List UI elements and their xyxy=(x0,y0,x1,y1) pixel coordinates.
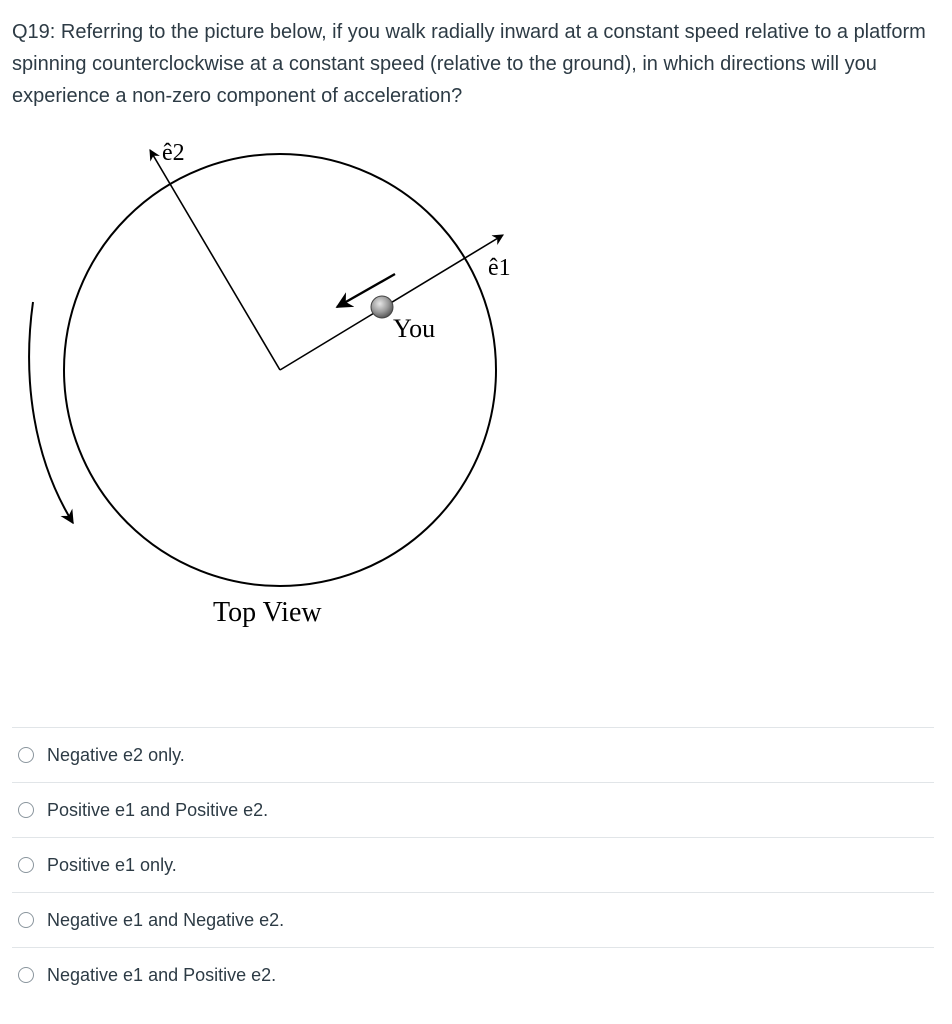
radio-button[interactable] xyxy=(18,912,34,928)
answer-option-5[interactable] xyxy=(12,947,934,1002)
e1-label: ê1 xyxy=(488,255,511,281)
e2-axis-line xyxy=(150,150,280,370)
you-ball xyxy=(371,296,393,318)
top-view-diagram xyxy=(0,130,560,650)
radio-button[interactable] xyxy=(18,967,34,983)
radio-button[interactable] xyxy=(18,802,34,818)
answer-label: Negative e1 and Negative e2. xyxy=(47,909,285,930)
answer-option-4[interactable] xyxy=(12,892,934,947)
answer-label: Positive e1 and Positive e2. xyxy=(47,799,269,820)
diagram-caption: Top View xyxy=(213,597,322,628)
radio-button[interactable] xyxy=(18,747,34,763)
answer-option-2[interactable] xyxy=(12,782,934,837)
answer-options xyxy=(12,727,934,1002)
diagram-svg xyxy=(0,130,560,650)
e2-label: ê2 xyxy=(162,140,185,166)
radio-button[interactable] xyxy=(18,857,34,873)
answer-label: Negative e1 and Positive e2. xyxy=(47,964,277,985)
answer-label: Negative e2 only. xyxy=(47,744,185,765)
answer-option-1[interactable] xyxy=(12,727,934,782)
you-label: You xyxy=(393,314,436,343)
question-text: Q19: Referring to the picture below, if you walk radially inward at a constant speed relative to a platform spinning counterclockwise at a constant speed (relative to the ground), in which directions will you experience a non-zero component of acceleration? xyxy=(12,21,926,107)
answer-option-3[interactable] xyxy=(12,837,934,892)
answer-label: Positive e1 only. xyxy=(47,854,177,875)
